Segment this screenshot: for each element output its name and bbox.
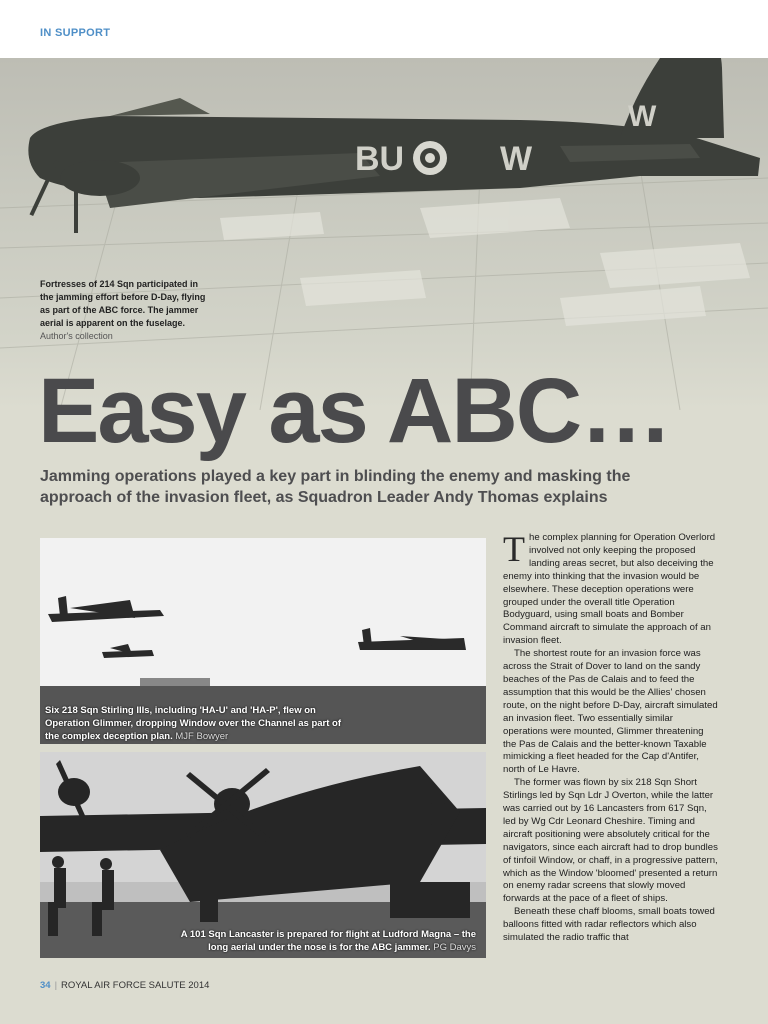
article-paragraph: The shortest route for an invasion force was across the Strait of Dover to land on the sandy beaches of the Pas de Calais and to feed the assumption that this would be the Allies' chosen route, on the night before D-Day, aircraft simulated an invasion fleet. Two essentially similar operations were mounted, Glimmer threatening the Pas de Calais and the better-known Taxable mimicking a fleet headed for the Cap d'Antifer, north of Le Havre. [503,648,718,776]
stirling-photo [40,538,486,744]
aircraft-letter: W [500,140,533,178]
article-paragraph: The former was flown by six 218 Sqn Short Stirlings led by Sqn Ldr J Overton, while the latter was carried out by 16 Lancasters from 617 Sqn, led by Wg Cdr Leonard Cheshire. Timing and aircraft positioning were absolutely critical for the navigators, since each aircraft had to drop bundles of tinfoil Window, or chaff, in a progressive pattern, which as the Window 'bloomed' presented a return on enemy radar screens that slowly moved forwards at the pace of a fleet of ships. [503,777,718,905]
article-paragraph [503,529,719,648]
drop-cap: T [503,529,525,569]
lancaster-caption [176,928,476,954]
tail-letter: W [628,100,657,133]
stirling-caption [45,704,355,743]
hero-caption [40,278,208,343]
article-paragraph: Beneath these chaff blooms, small boats towed balloons fitted with radar reflectors which also simulated the radio traffic that [503,906,715,944]
lancaster-credit: PG Davys [433,942,476,953]
page-header [0,0,768,58]
section-label: IN SUPPORT [40,27,111,39]
page-footer [40,980,209,991]
stirling-credit: MJF Bowyer [175,731,229,742]
article-body [503,529,719,945]
standfirst: Jamming operations played a key part in blinding the enemy and masking the approach of the invasion fleet, as Squadron Leader Andy Thomas explains [40,468,631,506]
headline: Easy as ABC… [38,360,671,462]
aircraft-code: BU [355,140,405,178]
lancaster-photo [40,752,486,958]
lancaster-caption-text: A 101 Sqn Lancaster is prepared for flight at Ludford Magna – the long aerial under the nose is for the ABC jammer. [180,929,476,953]
page-number: 34 [40,980,51,991]
article-paragraph-text: he complex planning for Operation Overlord involved not only keeping the proposed landing areas secret, but also deceiving the enemy into thinking that the invasion would be elsewhere. These deception operations were grouped under the overall title Operation Bodyguard, using small boats and Bomber Command aircraft to simulate the approach of an invasion fleet. [503,532,716,647]
publication-title: ROYAL AIR FORCE SALUTE 2014 [61,980,210,991]
stirling-caption-text: Six 218 Sqn Stirling IIIs, including 'HA-U' and 'HA-P', flew on Operation Glimmer, dropping Window over the Channel as part of the complex deception plan. [45,705,342,742]
footer-separator: | [54,980,58,991]
hero-caption-text: Fortresses of 214 Sqn participated in the jamming effort before D-Day, flying as part of the ABC force. The jammer aerial is apparent on the fuselage. [40,279,206,328]
hero-credit: Author's collection [40,331,113,341]
